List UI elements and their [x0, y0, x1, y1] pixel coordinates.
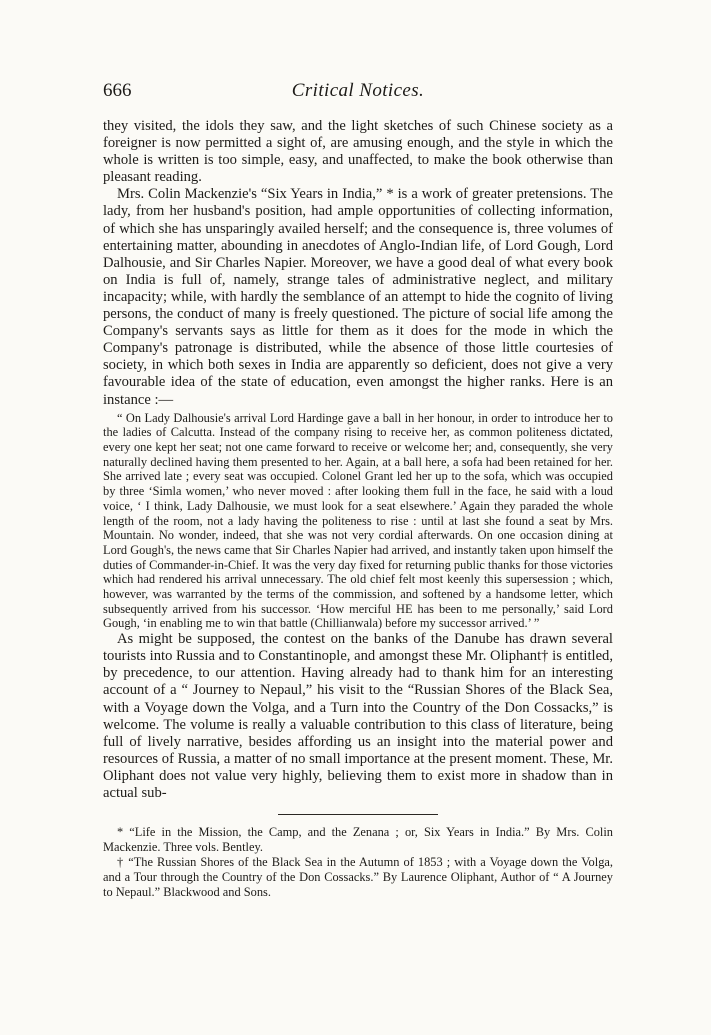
paragraph-mackenzie: Mrs. Colin Mackenzie's “Six Years in India,” * is a work of greater pretensions. The lady, from her husband's position, had ample opportunities of collecting information, of which she has unsparingly availed herself; and the consequence is, three volumes of entertaining matter, abounding in anecdotes of Anglo-Indian life, of Lord Gough, Lord Dalhousie, and Sir Charles Napier. Moreover, we have a good deal of what every book on India is full of, namely, strange tales of administrative neglect, and military incapacity; while, with hardly the semblance of an attempt to hide the cognito of living persons, the conduct of many is freely questioned. The picture of social life among the Company's servants says as little for them as it does for the mode in which the Company's patronage is distributed, while the absence of those little courtesies of society, in which both sexes in India are apparently so deficient, does not give a very favourable idea of the state of education, even amongst the higher ranks. Here is an instance :—	[103, 186, 613, 408]
footnote-1: * “Life in the Mission, the Camp, and the Zenana ; or, Six Years in India.” By Mrs. Colin Mackenzie. Three vols. Bentley.	[103, 825, 613, 855]
running-title: Critical Notices.	[291, 80, 425, 101]
page-number: 666	[103, 80, 132, 101]
main-text	[103, 118, 613, 900]
paragraph-continued: they visited, the idols they saw, and the light sketches of such Chinese society as a foreigner is now permitted a sight of, are amusing enough, and the style in which the whole is written is too simple, easy, and unaffected, to make the book otherwise than pleasant reading.	[103, 118, 613, 186]
paragraph-oliphant: As might be supposed, the contest on the banks of the Danube has drawn several tourists into Russia and to Constantinople, and amongst these Mr. Oliphant† is entitled, by precedence, to our attention. Having already had to thank him for an interesting account of a “ Journey to Nepaul,” his visit to the “Russian Shores of the Black Sea, with a Voyage down the Volga, and a Turn into the Country of the Don Cossacks,” is welcome. The volume is really a valuable contribution to this class of literature, being full of lively narrative, besides affording us an insight into the material power and resources of Russia, a matter of no small importance at the present moment. These, Mr. Oliphant does not value very highly, believing them to exist more in shadow than in actual sub-	[103, 631, 613, 801]
footnote-divider	[278, 814, 438, 815]
block-quote: “ On Lady Dalhousie's arrival Lord Hardinge gave a ball in her honour, in order to introduce her to the ladies of Calcutta. Instead of the company rising to receive her, as common politeness dictated, every one kept her seat; not one came forward to receive or welcome her; and, consequently, she very naturally declined having them presented to her. Again, at a ball here, a sofa had been retained for her. She arrived late ; every seat was occupied. Colonel Grant led her up to the sofa, which was occupied by three ‘Simla women,’ who never moved : after looking them full in the face, he said with a loud voice, ‘ I think, Lady Dalhousie, we must look for a seat elsewhere.’ Again they paraded the whole length of the room, not a lady having the politeness to rise : until at last she found a seat by Mrs. Mountain. No wonder, indeed, that she was not very cordial afterwards. On one occasion dining at Lord Gough's, the news came that Sir Charles Napier had arrived, and instantly taken upon himself the duties of Commander-in-Chief. It was the very day fixed for returning public thanks for those victories which had rendered his arrival unnecessary. The old chief felt most keenly this supersession ; which, however, was warranted by the terms of the commission, and softened by a handsome letter, which subsequently arrived from his successor. ‘How merciful HE has been to me personally,’ said Lord Gough, ‘in enabling me to win that battle (Chillianwala) before my successor arrived.’ ”	[103, 410, 613, 631]
running-head	[103, 80, 613, 106]
footnote-2: † “The Russian Shores of the Black Sea in the Autumn of 1853 ; with a Voyage down the Volga, and a Tour through the Country of the Don Cossacks.” By Laurence Oliphant, Author of “ A Journey to Nepaul.” Blackwood and Sons.	[103, 855, 613, 900]
